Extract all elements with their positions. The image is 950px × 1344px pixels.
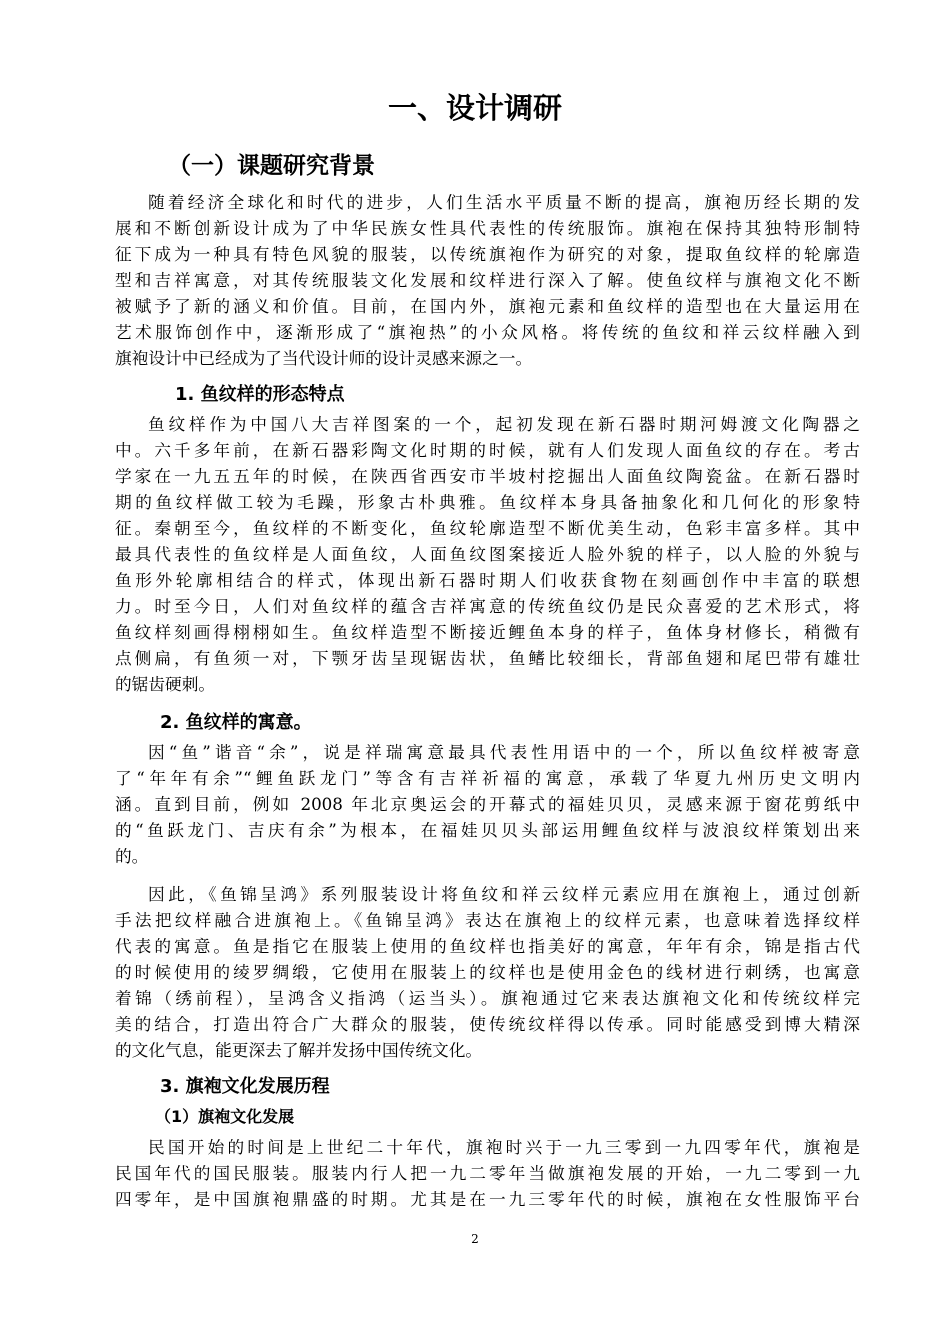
paragraph-line: 了“年年有余”“鲤鱼跃龙门”等含有吉祥祈福的寓意，承载了华夏九州历史文明内 (115, 768, 860, 788)
paragraph-line: 鱼纹样刻画得栩栩如生。鱼纹样造型不断接近鲤鱼本身的样子，鱼体身材修长，稍微有 (115, 622, 860, 642)
paragraph-line: 美的结合，打造出符合广大群众的服装，使传统纹样得以传承。同时能感受到博大精深 (115, 1014, 860, 1034)
paragraph-line: 征下成为一种具有特色风貌的服装，以传统旗袍作为研究的对象，提取鱼纹样的轮廓造 (115, 244, 860, 264)
paragraph-line: 点侧扁，有鱼须一对，下颚牙齿呈现锯齿状，鱼鳍比较细长，背部鱼翅和尾巴带有雄壮 (115, 648, 860, 668)
paragraph-line: 民国年代的国民服装。服装内行人把一九二零年当做旗袍发展的开始，一九二零到一九 (115, 1163, 860, 1183)
paragraph-line: 型和吉祥寓意，对其传统服装文化发展和纹样进行深入了解。使鱼纹样与旗袍文化不断 (115, 270, 860, 290)
paragraph-line: 四零年，是中国旗袍鼎盛的时期。尤其是在一九三零年代的时候，旗袍在女性服饰平台 (115, 1189, 860, 1209)
paragraph-line: 期的鱼纹样做工较为毛躁，形象古朴典雅。鱼纹样本身具备抽象化和几何化的形象特 (115, 492, 860, 512)
paragraph-line: 因此，《鱼锦呈鸿》系列服装设计将鱼纹和祥云纹样元素应用在旗袍上，通过创新 (148, 884, 860, 904)
paragraph-line: 代表的寓意。鱼是指它在服装上使用的鱼纹样也指美好的寓意，年年有余，锦是指古代 (115, 936, 860, 956)
paragraph-line: 展和不断创新设计成为了中华民族女性具代表性的传统服饰。旗袍在保持其独特形制特 (115, 218, 860, 238)
paragraph-line: 因“鱼”谐音“余”，说是祥瑞寓意最具代表性用语中的一个，所以鱼纹样被寄意 (148, 742, 860, 762)
paragraph-line: 的。 (115, 846, 149, 866)
paragraph-line: 学家在一九五五年的时候，在陕西省西安市半坡村挖掘出人面鱼纹陶瓷盆。在新石器时 (115, 466, 860, 486)
paragraph-line: 的文化气息，能更深去了解并发扬中国传统文化。 (115, 1040, 483, 1060)
page-number: 2 (471, 1232, 479, 1246)
paragraph-line: 随着经济全球化和时代的进步，人们生活水平质量不断的提高，旗袍历经长期的发 (148, 192, 860, 212)
paragraph-line: 被赋予了新的涵义和价值。目前，在国内外，旗袍元素和鱼纹样的造型也在大量运用在 (115, 296, 860, 316)
page-title: 一、设计调研 (387, 91, 562, 125)
subheading-qipao-culture-development: （1）旗袍文化发展 (155, 1107, 295, 1126)
paragraph-line: 涵。直到目前，例如 2008 年北京奥运会的开幕式的福娃贝贝，灵感来源于窗花剪纸中 (115, 794, 860, 814)
paragraph-line: 民国开始的时间是上世纪二十年代，旗袍时兴于一九三零到一九四零年代，旗袍是 (148, 1137, 860, 1157)
paragraph-line: 鱼纹样作为中国八大吉祥图案的一个，起初发现在新石器时期河姆渡文化陶器之 (148, 414, 860, 434)
paragraph-line: 的“鱼跃龙门、吉庆有余”为根本，在福娃贝贝头部运用鲤鱼纹样与波浪纹样策划出来 (115, 820, 860, 840)
subheading-qipao-history: 3. 旗袍文化发展历程 (160, 1076, 330, 1097)
paragraph-line: 旗袍设计中已经成为了当代设计师的设计灵感来源之一。 (115, 348, 533, 368)
subheading-fish-pattern-meaning: 2. 鱼纹样的寓意。 (160, 712, 312, 733)
subheading-fish-pattern-form: 1. 鱼纹样的形态特点 (175, 384, 345, 405)
paragraph-line: 征。秦朝至今，鱼纹样的不断变化，鱼纹轮廓造型不断优美生动，色彩丰富多样。其中 (115, 518, 860, 538)
paragraph-line: 鱼形外轮廓相结合的样式，体现出新石器时期人们收获食物在刻画创作中丰富的联想 (115, 570, 860, 590)
paragraph-line: 手法把纹样融合进旗袍上。《鱼锦呈鸿》表达在旗袍上的纹样元素，也意味着选择纹样 (115, 910, 860, 930)
paragraph-line: 艺术服饰创作中，逐渐形成了“旗袍热”的小众风格。将传统的鱼纹和祥云纹样融入到 (115, 322, 860, 342)
paragraph-line: 的锯齿硬刺。 (115, 674, 216, 694)
paragraph-line: 力。时至今日，人们对鱼纹样的蕴含吉祥寓意的传统鱼纹仍是民众喜爱的艺术形式，将 (115, 596, 860, 616)
paragraph-line: 着锦（绣前程），呈鸿含义指鸿（运当头）。旗袍通过它来表达旗袍文化和传统纹样完 (115, 988, 860, 1008)
paragraph-line: 最具代表性的鱼纹样是人面鱼纹，人面鱼纹图案接近人脸外貌的样子，以人脸的外貌与 (115, 544, 860, 564)
paragraph-line: 的时候使用的绫罗绸缎，它使用在服装上的纹样也是使用金色的线材进行刺绣，也寓意 (115, 962, 860, 982)
section-heading-background: （一）课题研究背景 (168, 153, 375, 179)
paragraph-line: 中。六千多年前，在新石器彩陶文化时期的时候，就有人们发现人面鱼纹的存在。考古 (115, 440, 860, 460)
